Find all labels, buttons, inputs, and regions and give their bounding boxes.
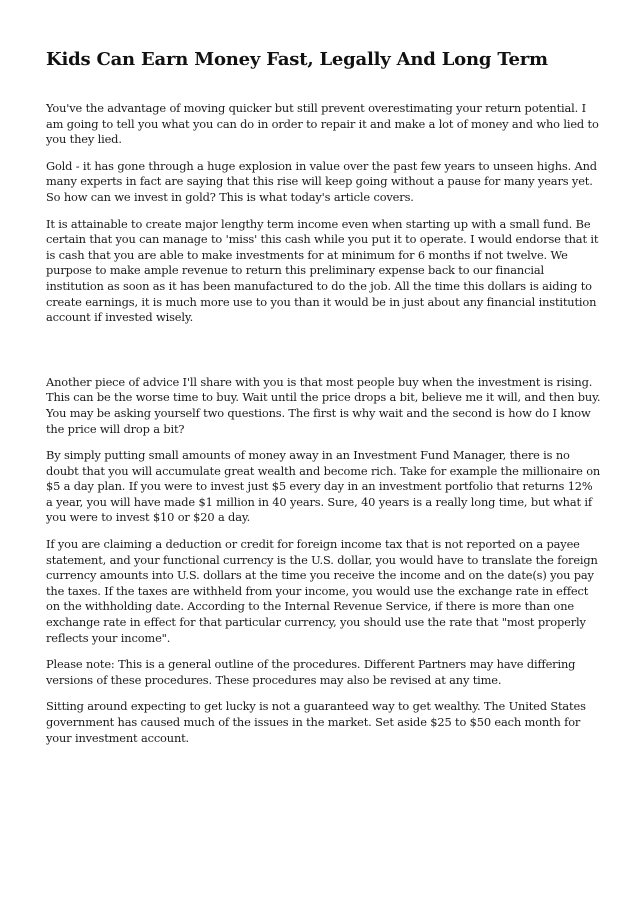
paragraph-8: Sitting around expecting to get lucky is not a guaranteed way to get wealthy. The United States government has caused much of the issues in the market. Set aside $25 to $50 each month for your investment account. xyxy=(46,699,586,745)
paragraph-2: Gold - it has gone through a huge explosion in value over the past few years to unseen highs. And many experts in fact are saying that this rise will keep going without a pause for many years yet. So how can we invest in gold? This is what today's article covers. xyxy=(46,158,597,204)
paragraph-3: It is attainable to create major lengthy term income even when starting up with a small fund. Be certain that you can manage to 'miss' this cash while you put it to operate. I would endorse that it is cash that you are able to make investments for at minimum for 6 months if not twelve. We purpose to make ample revenue to return this preliminary expense back to our financial institution as soon as it has been manufactured to do the job. All the time this dollars is aiding to create earnings, it is much more use to you than it would be in just about any financial institution account if invested wisely. xyxy=(46,216,599,325)
paragraph-4: Another piece of advice I'll share with you is that most people buy when the investment is rising. This can be the worse time to buy. Wait until the price drops a bit, believe me it will, and then buy. You may be asking yourself two questions. The first is why wait and the second is how do I know the price will drop a bit? xyxy=(46,374,601,436)
document-page xyxy=(46,48,602,757)
paragraph-6: If you are claiming a deduction or credit for foreign income tax that is not reported on a payee statement, and your functional currency is the U.S. dollar, you would have to translate the foreign currency amounts into U.S. dollars at the time you receive the income and on the date(s) you pay the taxes. If the taxes are withheld from your income, you would use the exchange rate in effect on the withholding date. According to the Internal Revenue Service, if there is more than one exchange rate in effect for that particular currency, you should use the rate that "most properly reflects your income". xyxy=(46,537,598,645)
document-title: Kids Can Earn Money Fast, Legally And Long Term xyxy=(46,49,548,70)
blank-spacer xyxy=(46,337,602,375)
paragraph-5: By simply putting small amounts of money away in an Investment Fund Manager, there is no doubt that you will accumulate great wealth and become rich. Take for example the millionaire on $5 a day plan. If you were to invest just $5 every day in an investment portfolio that returns 12% a year, you will have made $1 million in 40 years. Sure, 40 years is a really long time, but what if you were to invest $10 or $20 a day. xyxy=(46,448,601,525)
paragraph-7: Please note: This is a general outline of the procedures. Different Partners may have differing versions of these procedures. These procedures may also be revised at any time. xyxy=(46,657,576,687)
paragraph-1: You've the advantage of moving quicker but still prevent overestimating your return potential. I am going to tell you what you can do in order to repair it and make a lot of money and who lied to you they lied. xyxy=(46,101,599,147)
